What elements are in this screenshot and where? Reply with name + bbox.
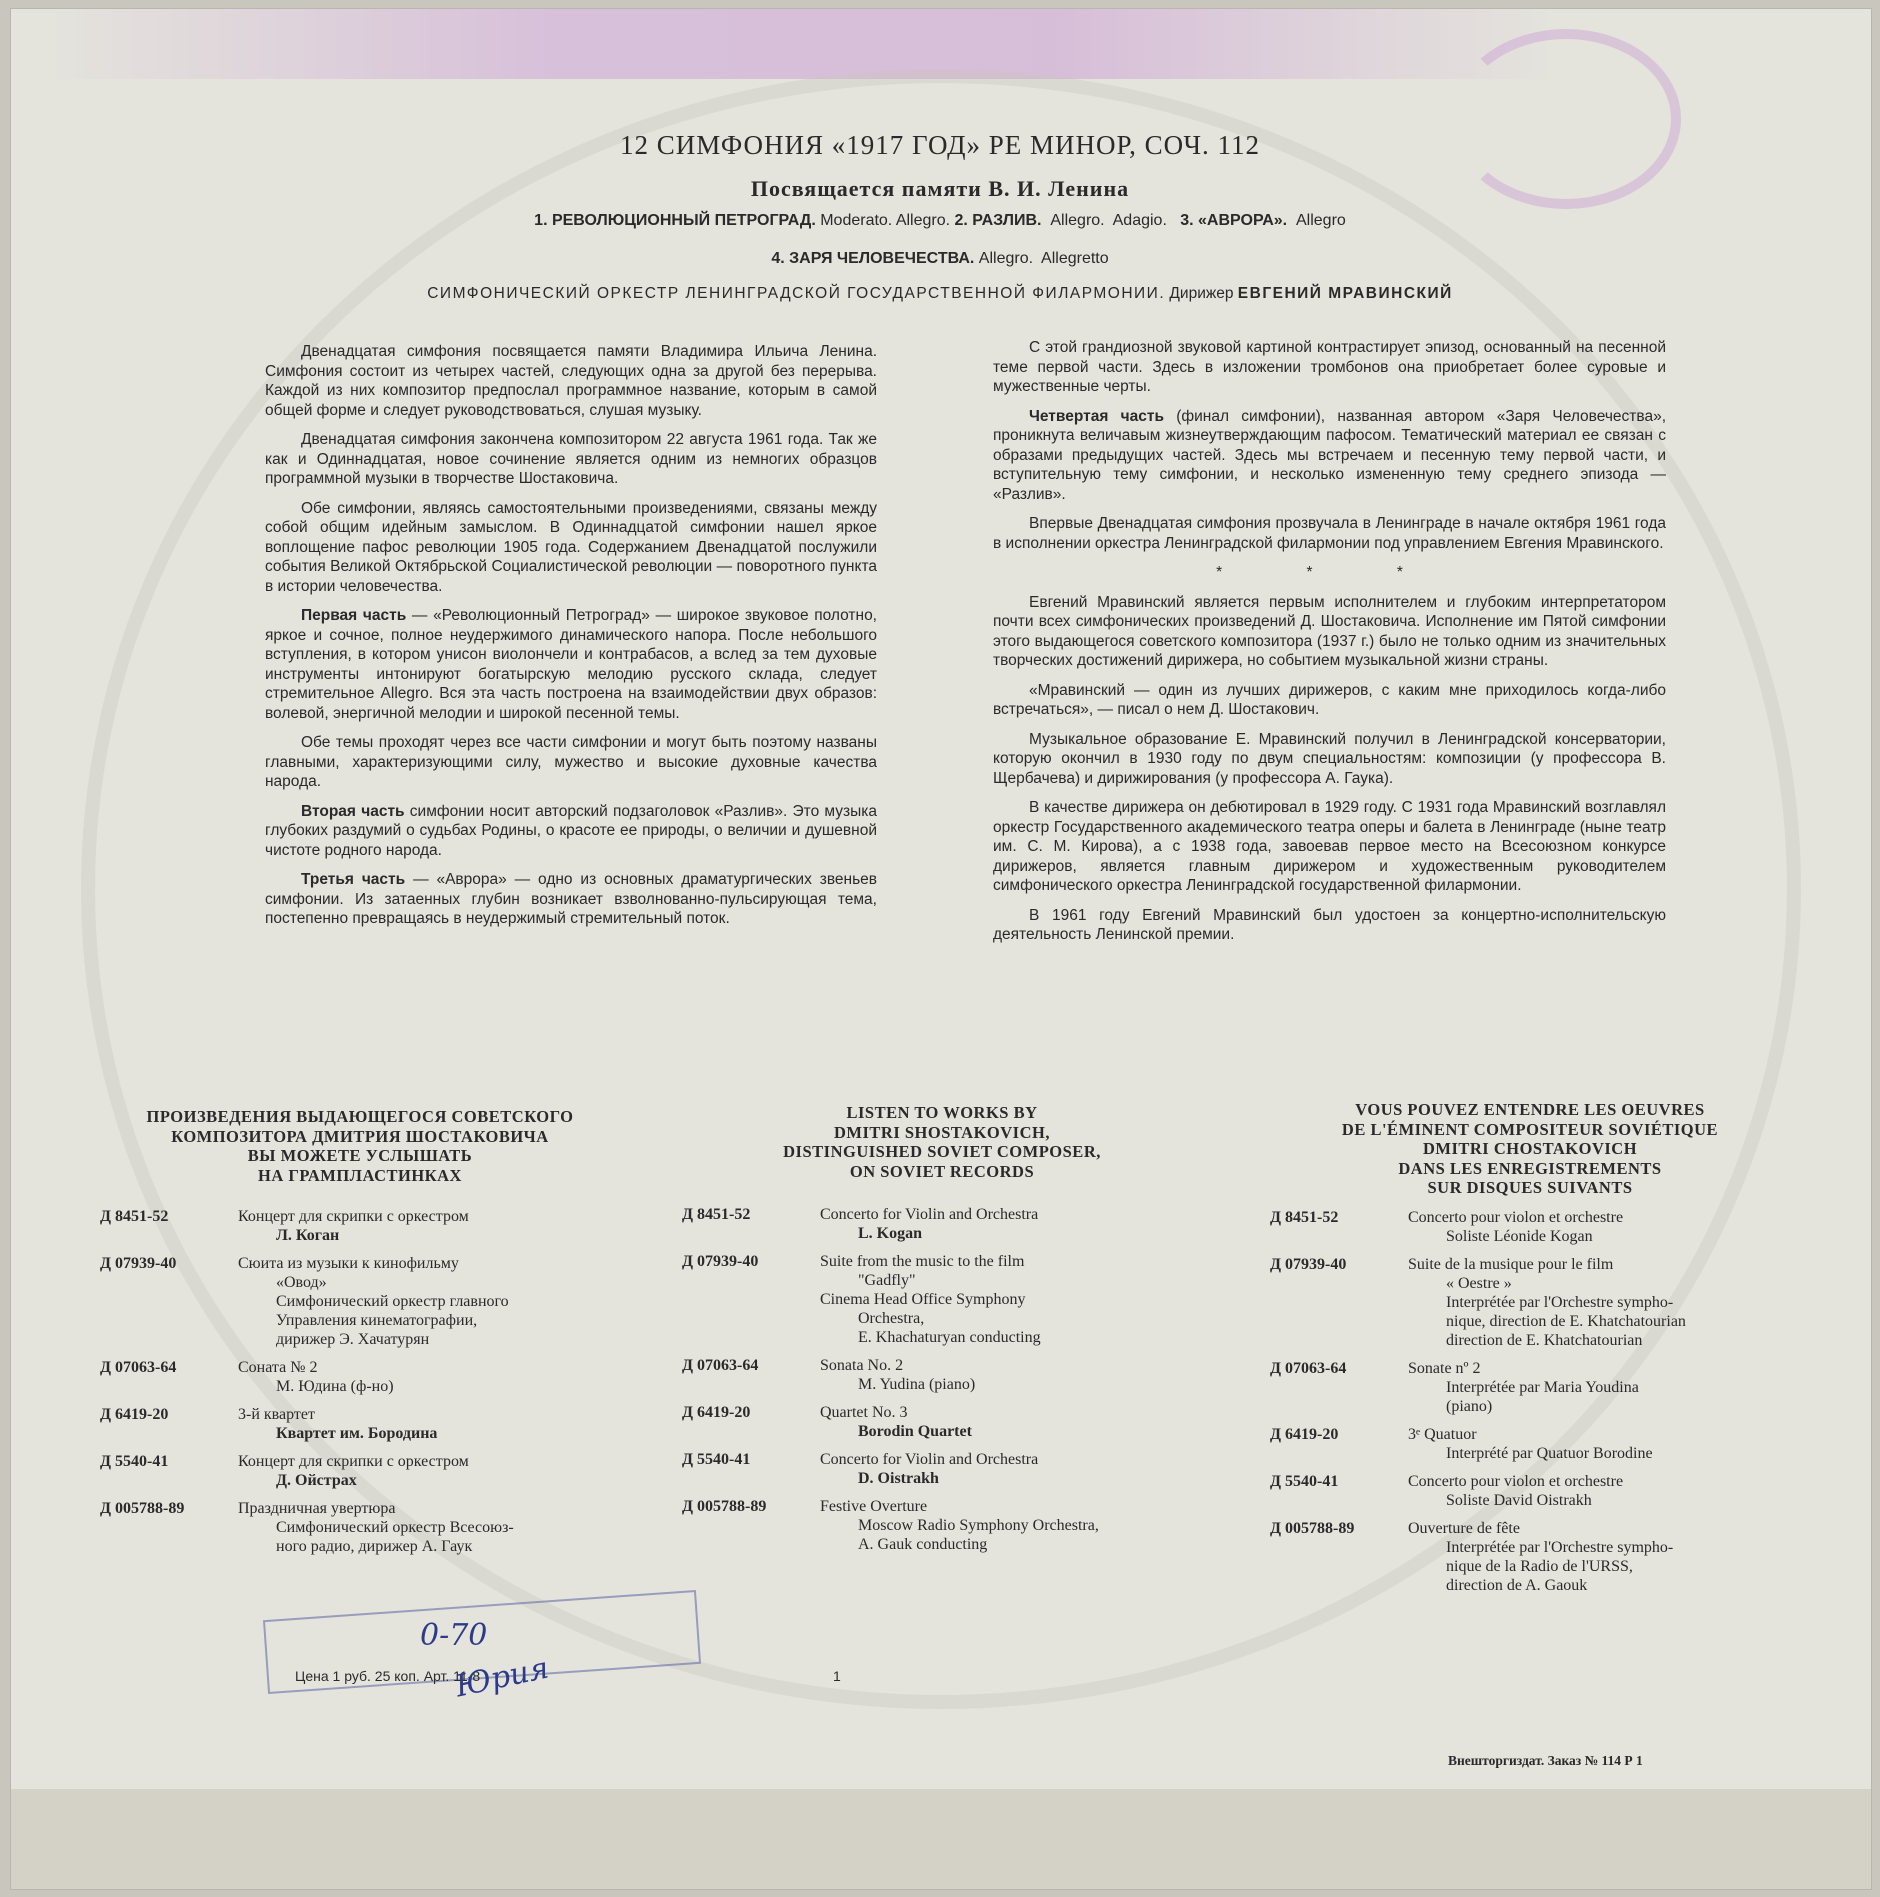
performer-line: « Oestre » (1446, 1274, 1512, 1292)
work-title: Сюита из музыки к кинофильму (238, 1255, 459, 1272)
performer-line: Л. Коган (276, 1227, 340, 1244)
entry-description (820, 1252, 1041, 1347)
movement-tempo: Allegro. Allegretto (974, 250, 1109, 267)
discography-entry (682, 1497, 1202, 1554)
paragraph-text: В 1961 году Евгений Мравинский был удостоен за концертно-исполнительскую деятельность Ленинской премии. (993, 906, 1666, 943)
catalog-number: Д 6419-20 (100, 1406, 169, 1423)
notes-paragraph (993, 514, 1666, 553)
entry-description (1408, 1425, 1653, 1463)
notes-column-left (265, 342, 877, 939)
paragraph-text: (финал симфонии), названная автором «Заря Человечества», проникнута величавым жизнеутверждающим пафосом. Тематический материал ее связан с образами предыдущих частей. Здесь мы встречаем и песенную тему первой части, и вступительную тему симфонии, и несколько измененную тему среднего эпизода — «Разлив». (993, 407, 1666, 503)
discography-heading (1270, 1100, 1790, 1198)
orchestra-credit (0, 285, 1880, 303)
performer-line: nique, direction de E. Khatchatourian (1446, 1312, 1686, 1330)
catalog-number: Д 8451-52 (1270, 1208, 1339, 1226)
work-title: Концерт для скрипки с оркестром (238, 1208, 469, 1225)
discography-list (1270, 1208, 1790, 1595)
discography-entry (1270, 1208, 1790, 1246)
catalog-number: Д 5540-41 (682, 1451, 751, 1468)
discography-heading (100, 1107, 620, 1185)
catalog-number: Д 07063-64 (100, 1359, 177, 1376)
performer-line: Симфонический оркестр главного (276, 1293, 509, 1310)
page-number: 1 (833, 1668, 841, 1684)
notes-paragraph (993, 906, 1666, 945)
discography-english (682, 1103, 1202, 1563)
work-title: Quartet No. 3 (820, 1404, 908, 1421)
catalog-number: Д 07939-40 (682, 1253, 759, 1270)
discography-entry (1270, 1519, 1790, 1595)
work-title: Festive Overture (820, 1498, 928, 1515)
notes-paragraph (265, 342, 877, 420)
paragraph-text: Впервые Двенадцатая симфония прозвучала в Ленинграде в начале октября 1961 года в исполнении оркестра Ленинградской филармонии под управлением Евгения Мравинского. (993, 515, 1666, 552)
performer-line: Borodin Quartet (858, 1423, 972, 1440)
paragraph-lead: Третья часть (301, 871, 406, 888)
movement-title: 4. ЗАРЯ ЧЕЛОВЕЧЕСТВА. (771, 250, 975, 267)
performer-line: ного радио, дирижер А. Гаук (276, 1538, 473, 1555)
entry-description (238, 1254, 509, 1349)
performer-line: L. Kogan (858, 1225, 923, 1242)
performer-line: Управления кинематографии, (276, 1312, 478, 1329)
entry-description (238, 1452, 469, 1490)
performer-line: M. Yudina (piano) (858, 1376, 976, 1393)
paragraph-text: Евгений Мравинский является первым исполнителем и глубоким интерпретатором почти всех симфонических произведений Д. Шостаковича. Исполнение им Пятой симфонии этого выдающегося советского композитора (1937 г.) было не только одним из значительных творческих достижений дирижера, но событием музыкальной жизни страны. (993, 593, 1666, 669)
work-title: Соната № 2 (238, 1359, 318, 1376)
paragraph-lead: Четвертая часть (1029, 407, 1164, 425)
heading-line: DANS LES ENREGISTREMENTS (1398, 1158, 1662, 1178)
movement-tempo: Moderato. Allegro. (815, 212, 955, 229)
notes-paragraph (265, 870, 877, 929)
paragraph-text: В качестве дирижера он дебютировал в 1929 году. С 1931 года Мравинский возглавлял оркестр Государственного академического театра оперы и балета в Ленинграде (ныне театр им. С. М. Кирова), а с 1938 года, завоевав первое место на Всесоюзном конкурсе дирижеров, является главным дирижером и художественным руководителем симфонического оркестра Ленинградской государственной филармонии. (993, 799, 1666, 894)
performer-line: Interprétée par Maria Youdina (1446, 1378, 1639, 1396)
notes-paragraph (993, 730, 1666, 789)
conductor-name: ЕВГЕНИЙ МРАВИНСКИЙ (1237, 285, 1453, 302)
publisher-order: Внешторгиздат. Заказ № 114 Р 1 (1448, 1753, 1643, 1768)
heading-line: DE L'ÉMINENT COMPOSITEUR SOVIÉTIQUE (1341, 1119, 1719, 1139)
performer-line: D. Oistrakh (858, 1470, 939, 1487)
performer-line: A. Gauk conducting (858, 1536, 988, 1553)
conductor-label: Дирижер (1165, 285, 1238, 302)
entry-description (820, 1403, 972, 1441)
work-title: Концерт для скрипки с оркестром (238, 1453, 469, 1470)
paragraph-text: Обе темы проходят через все части симфонии и могут быть поэтому названы главными, характеризующими силу, мужество и высокие духовные качества народа. (265, 734, 877, 790)
catalog-number: Д 005788-89 (682, 1498, 767, 1515)
heading-line: ПРОИЗВЕДЕНИЯ ВЫДАЮЩЕГОСЯ СОВЕТСКОГО (146, 1107, 574, 1126)
notes-paragraph (265, 606, 877, 723)
performer-line: «Овод» (276, 1274, 327, 1291)
work-title: Sonate nº 2 (1408, 1359, 1481, 1377)
movement-tempo: Allegro (1287, 212, 1346, 229)
performer-line: nique de la Radio de l'URSS, (1446, 1557, 1633, 1575)
performer-line: E. Khachaturyan conducting (858, 1329, 1041, 1346)
entry-description (238, 1358, 394, 1396)
notes-paragraph (993, 407, 1666, 505)
catalog-number: Д 5540-41 (100, 1453, 169, 1470)
heading-line: DMITRI CHOSTAKOVICH (1422, 1139, 1638, 1158)
notes-paragraph (265, 430, 877, 489)
notes-paragraph (993, 593, 1666, 671)
performer-line: direction de E. Khatchatourian (1446, 1331, 1643, 1349)
paragraph-lead: Первая часть (301, 607, 407, 624)
catalog-number: Д 6419-20 (682, 1404, 751, 1421)
performer-line: Interprétée par l'Orchestre sympho- (1446, 1538, 1674, 1556)
heading-line: НА ГРАМПЛАСТИНКАХ (258, 1165, 462, 1185)
work-title: Suite from the music to the film (820, 1253, 1025, 1270)
paragraph-text: Двенадцатая симфония закончена композитором 22 августа 1961 года. Так же как и Одиннадцатая, новое сочинение является одним из немногих образцов программной музыки в творчестве Шостаковича. (265, 431, 877, 487)
notes-column-right (993, 338, 1666, 955)
movements-line-1 (0, 212, 1880, 230)
movement-tempo: Allegro. Adagio. (1041, 212, 1181, 229)
discography-entry (100, 1499, 620, 1556)
discography-entry (100, 1452, 620, 1490)
notes-paragraph (265, 499, 877, 597)
entry-description (1408, 1519, 1673, 1595)
performer-line: дирижер Э. Хачатурян (276, 1331, 430, 1348)
heading-line: ВЫ МОЖЕТЕ УСЛЫШАТЬ (247, 1146, 473, 1165)
entry-description (238, 1405, 437, 1443)
notes-right-part-b (993, 593, 1666, 945)
notes-paragraph (265, 802, 877, 861)
symphony-title: 12 СИМФОНИЯ «1917 ГОД» РЕ МИНОР, СОЧ. 112 (619, 130, 1261, 160)
performer-line: Soliste David Oistrakh (1446, 1491, 1592, 1509)
catalog-number: Д 8451-52 (682, 1206, 751, 1223)
performer-line: Симфонический оркестр Всесоюз- (276, 1519, 514, 1536)
heading-line: DMITRI SHOSTAKOVICH, (834, 1122, 1050, 1142)
work-title: 3ᵉ Quatuor (1408, 1425, 1477, 1443)
heading-line: SUR DISQUES SUIVANTS (1427, 1178, 1633, 1197)
performer-line: Cinema Head Office Symphony (820, 1291, 1026, 1308)
catalog-number: Д 6419-20 (1270, 1425, 1339, 1443)
entry-description (238, 1499, 514, 1556)
notes-paragraph (993, 798, 1666, 896)
paragraph-text: — «Аврора» — одно из основных драматургических звеньев симфонии. Из затаенных глубин возникает взволнованно-пульсирующая тема, постепенно превращаясь в неудержимый стремительный поток. (265, 871, 878, 927)
performer-line: Д. Ойстрах (276, 1472, 357, 1489)
price-line: Цена 1 руб. 25 коп. Арт. 11-8 (295, 1668, 481, 1684)
paragraph-lead: Вторая часть (301, 802, 405, 820)
discography-entry (1270, 1255, 1790, 1350)
performer-line: "Gadfly" (858, 1272, 916, 1289)
performer-line: Moscow Radio Symphony Orchestra, (858, 1517, 1099, 1534)
purple-stain (51, 9, 1551, 79)
entry-description (820, 1356, 975, 1394)
performer-line: Soliste Léonide Kogan (1446, 1227, 1593, 1245)
paragraph-text: С этой грандиозной звуковой картиной контрастирует эпизод, основанный на песенной теме первой части. Здесь в изложении тромбонов она приобретает более суровые и мужественные черты. (993, 339, 1666, 395)
entry-description (238, 1207, 469, 1245)
performer-line: Orchestra, (858, 1310, 925, 1327)
entry-description (820, 1450, 1038, 1488)
entry-description (1408, 1359, 1639, 1416)
paragraph-text: Двенадцатая симфония посвящается памяти Владимира Ильича Ленина. Симфония состоит из четырех частей, следующих одна за другой без перерыва. Каждой из них композитор предпослал программное название, которым в самой общей форме и следует руководствоваться, слушая музыку. (265, 343, 877, 419)
discography-entry (1270, 1359, 1790, 1416)
discography-entry (682, 1356, 1202, 1394)
dedication: Посвящается памяти В. И. Ленина (750, 176, 1130, 201)
discography-entry (100, 1207, 620, 1245)
entry-description (820, 1497, 1099, 1554)
orchestra-name: СИМФОНИЧЕСКИЙ ОРКЕСТР ЛЕНИНГРАДСКОЙ ГОСУДАРСТВЕННОЙ ФИЛАРМОНИИ. (427, 285, 1166, 302)
catalog-number: Д 005788-89 (1270, 1519, 1355, 1537)
discography-entry (682, 1205, 1202, 1243)
entry-description (820, 1205, 1038, 1243)
handwritten-price: 0-70 (420, 1618, 488, 1653)
handwritten-signature: Юрия (452, 1650, 552, 1705)
performer-line: Квартет им. Бородина (276, 1425, 438, 1442)
work-title: Suite de la musique pour le film (1408, 1255, 1614, 1273)
sleeve-bottom-flap (11, 1789, 1871, 1889)
work-title: Праздничная увертюра (238, 1500, 396, 1517)
work-title: Concerto for Violin and Orchestra (820, 1451, 1039, 1468)
catalog-number: Д 07063-64 (1270, 1359, 1347, 1377)
work-title: Concerto pour violon et orchestre (1408, 1208, 1624, 1226)
work-title: 3-й квартет (238, 1406, 315, 1423)
catalog-number: Д 5540-41 (1270, 1472, 1339, 1490)
work-title: Ouverture de fête (1408, 1519, 1520, 1537)
discography-entry (1270, 1472, 1790, 1510)
catalog-number: Д 07939-40 (1270, 1255, 1347, 1273)
paragraph-text: «Мравинский — один из лучших дирижеров, с каким мне приходилось когда-либо встречаться», — писал о нем Д. Шостакович. (993, 681, 1666, 718)
movement-title: 1. РЕВОЛЮЦИОННЫЙ ПЕТРОГРАД. (534, 212, 816, 229)
paragraph-text: — «Революционный Петроград» — широкое звуковое полотно, яркое и сочное, полное неудержимого динамического напора. После небольшого вступления, в котором унисон виолончели и контрабасов, а вслед за тем духовые инструменты интонируют богатырскую мелодию русского склада, следует стремительное Allegro. Вся эта часть построена на взаимодействии двух образов: волевой, энергичной мелодии и широкой песенной темы. (265, 607, 877, 722)
movements-line-2 (0, 250, 1880, 268)
work-title: Concerto pour violon et orchestre (1408, 1472, 1624, 1490)
performer-line: М. Юдина (ф-но) (276, 1378, 394, 1395)
discography-list (682, 1205, 1202, 1554)
entry-description (1408, 1472, 1623, 1510)
discography-entry (100, 1358, 620, 1396)
notes-paragraph (993, 338, 1666, 397)
catalog-number: Д 8451-52 (100, 1208, 169, 1225)
performer-line: Interprétée par l'Orchestre sympho- (1446, 1293, 1674, 1311)
work-title: Sonata No. 2 (820, 1357, 904, 1374)
heading-line: VOUS POUVEZ ENTENDRE LES OEUVRES (1355, 1100, 1705, 1119)
discography-entry (682, 1403, 1202, 1441)
notes-paragraph (265, 733, 877, 792)
discography-entry (682, 1450, 1202, 1488)
discography-entry (1270, 1425, 1790, 1463)
heading-line: DISTINGUISHED SOVIET COMPOSER, (783, 1142, 1101, 1161)
movement-title: 3. «АВРОРА». (1180, 212, 1288, 229)
catalog-number: Д 005788-89 (100, 1500, 185, 1517)
section-separator: * * * (1216, 564, 1443, 581)
performer-line: (piano) (1446, 1397, 1493, 1415)
discography-entry (100, 1254, 620, 1349)
heading-line: КОМПОЗИТОРА ДМИТРИЯ ШОСТАКОВИЧА (171, 1126, 549, 1146)
notes-paragraph (993, 681, 1666, 720)
entry-description (1408, 1255, 1686, 1350)
movement-title: 2. РАЗЛИВ. (954, 212, 1042, 229)
discography-french (1270, 1100, 1790, 1604)
discography-heading (682, 1103, 1202, 1181)
entry-description (1408, 1208, 1623, 1246)
work-title: Concerto for Violin and Orchestra (820, 1206, 1039, 1223)
paragraph-text: Музыкальное образование Е. Мравинский получил в Ленинградской консерватории, которую окончил в 1930 году по двум специальностям: композиции (у профессора В. Щербачева) и дирижирования (у профессора А. Гаука). (993, 730, 1666, 787)
catalog-number: Д 07939-40 (100, 1255, 177, 1272)
performer-line: Interprété par Quatuor Borodine (1446, 1444, 1653, 1462)
notes-right-part-a (993, 338, 1666, 553)
discography-russian (100, 1107, 620, 1565)
paragraph-text: симфонии носит авторский подзаголовок «Разлив». Это музыка глубоких раздумий о судьбах Родины, о красоте ее природы, о величии и душевной чистоте родного народа. (265, 802, 877, 859)
heading-line: LISTEN TO WORKS BY (846, 1103, 1038, 1122)
heading-line: ON SOVIET RECORDS (849, 1161, 1035, 1181)
paragraph-text: Обе симфонии, являясь самостоятельными произведениями, связаны между собой общим идейным замыслом. В Одиннадцатой симфонии нашел яркое воплощение пафос революции 1905 года. Содержанием Двенадцатой послужили события Великой Октябрьской Социалистической революции — поворотного пункта в истории человечества. (265, 499, 877, 595)
discography-entry (682, 1252, 1202, 1347)
catalog-number: Д 07063-64 (682, 1357, 759, 1374)
discography-list (100, 1207, 620, 1556)
performer-line: direction de A. Gaouk (1446, 1576, 1588, 1594)
discography-entry (100, 1405, 620, 1443)
